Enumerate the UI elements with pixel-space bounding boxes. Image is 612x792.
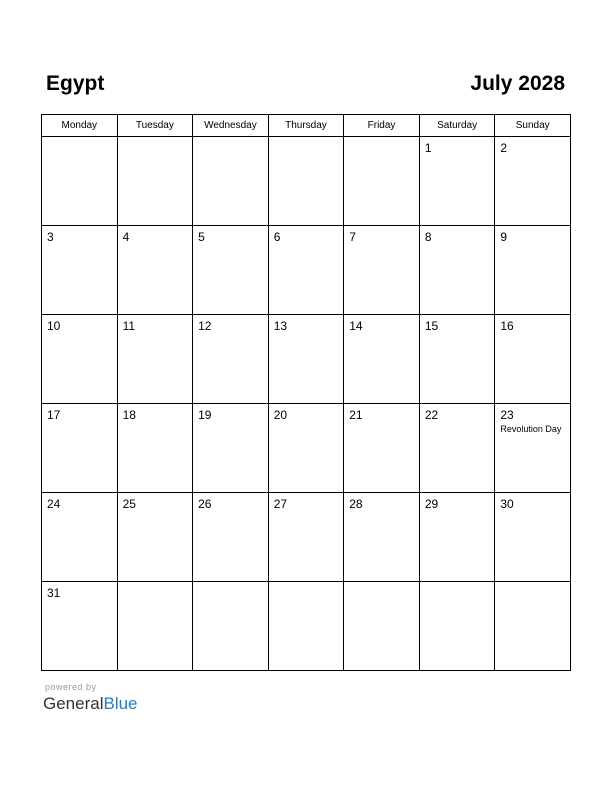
- calendar-empty-cell: [268, 582, 344, 671]
- calendar-empty-cell: [42, 137, 118, 226]
- calendar-empty-cell: [344, 582, 420, 671]
- weekday-header-sunday: Sunday: [495, 115, 571, 137]
- day-number: 16: [500, 319, 514, 333]
- weekday-header-saturday: Saturday: [419, 115, 495, 137]
- calendar-week-row: [42, 404, 571, 493]
- calendar-day-cell: [268, 493, 344, 582]
- calendar-week-row: [42, 137, 571, 226]
- calendar-day-cell: [344, 226, 420, 315]
- weekday-header-tuesday: Tuesday: [117, 115, 193, 137]
- calendar-day-cell: [419, 137, 495, 226]
- day-number: 13: [273, 319, 288, 333]
- day-number: 28: [349, 497, 363, 511]
- calendar-empty-cell: [117, 137, 193, 226]
- calendar-day-cell: [268, 404, 344, 493]
- day-number: 30: [500, 497, 514, 511]
- day-number: 1: [424, 141, 432, 155]
- calendar-empty-cell: [419, 582, 495, 671]
- day-number: 7: [349, 230, 356, 244]
- calendar-day-cell: [42, 226, 118, 315]
- calendar-day-cell: [344, 404, 420, 493]
- country-title: Egypt: [46, 72, 105, 95]
- calendar-day-cell: [42, 582, 118, 671]
- day-number: 22: [424, 408, 439, 422]
- day-number: 11: [122, 319, 136, 333]
- calendar-day-cell: [419, 315, 495, 404]
- day-number: 25: [122, 497, 136, 511]
- weekday-header-thursday: Thursday: [268, 115, 344, 137]
- day-number: 29: [424, 497, 439, 511]
- powered-by-text: powered by: [45, 682, 97, 692]
- day-number: 23: [500, 408, 514, 422]
- day-number: 3: [47, 230, 54, 244]
- day-number: 6: [273, 230, 281, 244]
- calendar-day-cell: [344, 315, 420, 404]
- day-number: 20: [273, 408, 288, 422]
- calendar-day-cell: [495, 404, 571, 493]
- brand-name-general: General: [43, 694, 104, 713]
- calendar-day-cell: [193, 226, 269, 315]
- calendar-day-cell: [495, 493, 571, 582]
- weekday-header-friday: Friday: [344, 115, 420, 137]
- calendar-empty-cell: [117, 582, 193, 671]
- day-number: 19: [198, 408, 212, 422]
- calendar-day-cell: [495, 226, 571, 315]
- calendar-day-cell: [495, 137, 571, 226]
- holiday-label: Revolution Day: [500, 424, 562, 434]
- day-number: 21: [349, 408, 363, 422]
- calendar-week-row: [42, 315, 571, 404]
- calendar-week-row: [42, 226, 571, 315]
- day-number: 9: [500, 230, 508, 244]
- calendar-week-row: [42, 493, 571, 582]
- day-number: 4: [122, 230, 130, 244]
- day-number: 5: [198, 230, 205, 244]
- day-number: 31: [47, 586, 61, 600]
- calendar-day-cell: [268, 226, 344, 315]
- calendar-day-cell: [193, 493, 269, 582]
- calendar-day-cell: [42, 404, 118, 493]
- calendar-day-cell: [42, 315, 118, 404]
- day-number: 24: [47, 497, 61, 511]
- calendar-empty-cell: [344, 137, 420, 226]
- day-number: 8: [424, 230, 432, 244]
- calendar-day-cell: [193, 404, 269, 493]
- day-number: 18: [122, 408, 136, 422]
- calendar-day-cell: [117, 226, 193, 315]
- calendar-day-cell: [117, 493, 193, 582]
- day-number: 14: [349, 319, 363, 333]
- weekday-header-wednesday: Wednesday: [193, 115, 269, 137]
- calendar-empty-cell: [193, 137, 269, 226]
- calendar-day-cell: [42, 493, 118, 582]
- calendar-day-cell: [419, 404, 495, 493]
- calendar-day-cell: [344, 493, 420, 582]
- day-number: 27: [273, 497, 288, 511]
- calendar-day-cell: [117, 404, 193, 493]
- day-number: 12: [198, 319, 212, 333]
- day-number: 2: [500, 141, 508, 155]
- calendar-body: [42, 137, 571, 671]
- weekday-header-row: [42, 115, 571, 137]
- day-number: 15: [424, 319, 439, 333]
- brand-name-blue: Blue: [103, 694, 138, 713]
- calendar-empty-cell: [268, 137, 344, 226]
- generalblue-logo[interactable]: [43, 693, 138, 715]
- footer-branding: [43, 682, 138, 715]
- calendar-day-cell: [193, 315, 269, 404]
- day-number: 10: [47, 319, 61, 333]
- day-number: 26: [198, 497, 212, 511]
- calendar-day-cell: [419, 226, 495, 315]
- month-year-title: July 2028: [470, 72, 565, 95]
- day-number: 17: [47, 408, 61, 422]
- calendar-grid: [41, 114, 571, 671]
- calendar-day-cell: [495, 315, 571, 404]
- calendar-week-row: [42, 582, 571, 671]
- calendar-day-cell: [419, 493, 495, 582]
- weekday-header-monday: Monday: [42, 115, 118, 137]
- calendar-day-cell: [117, 315, 193, 404]
- calendar-empty-cell: [495, 582, 571, 671]
- calendar-day-cell: [268, 315, 344, 404]
- calendar-empty-cell: [193, 582, 269, 671]
